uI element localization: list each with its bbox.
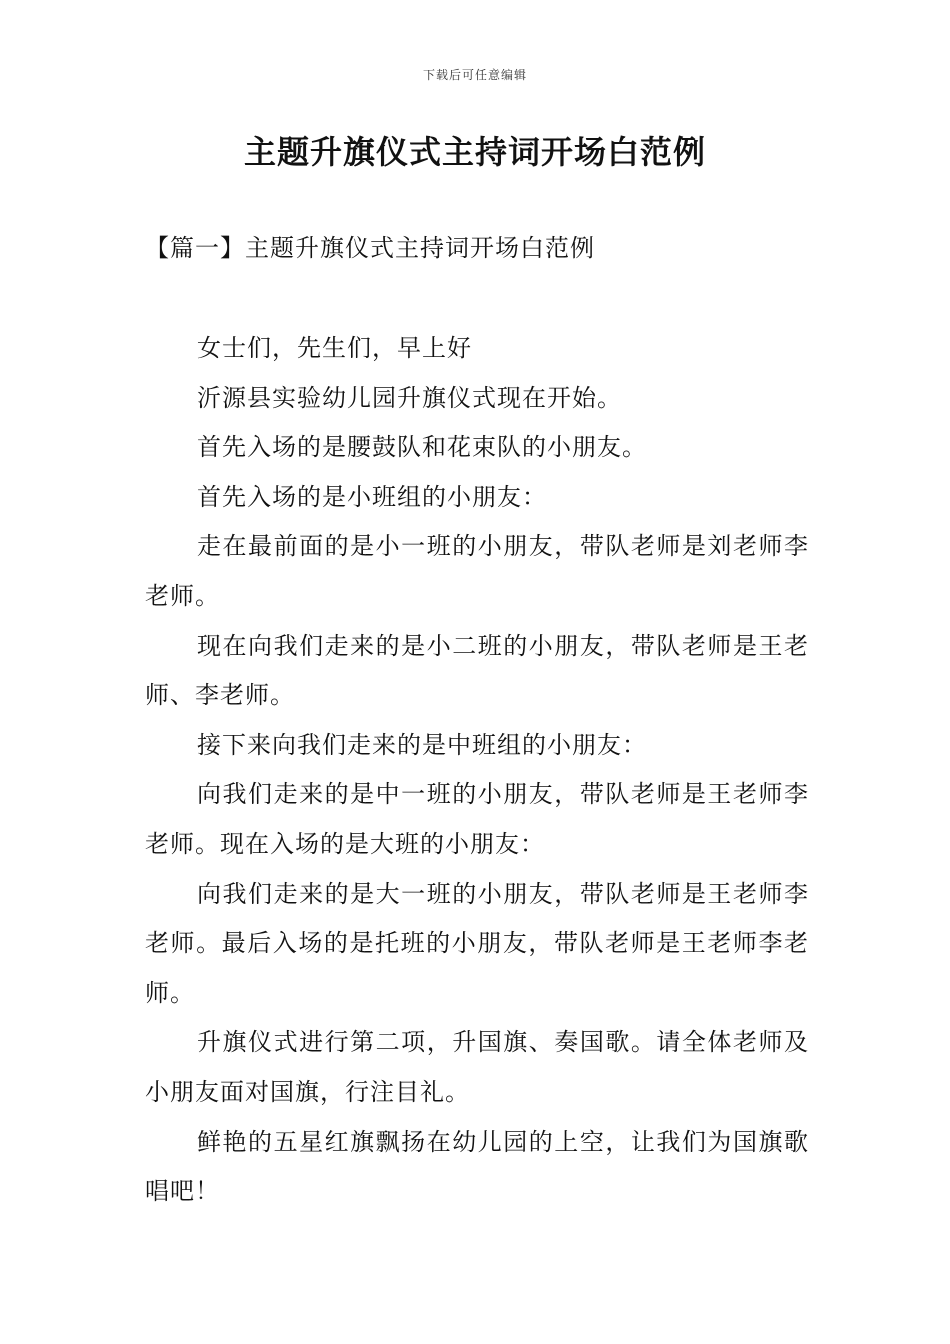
document-body — [145, 324, 809, 1217]
header-note: 下载后可任意编辑 — [422, 68, 527, 82]
paragraph: 接下来向我们走来的是中班组的小朋友： — [197, 730, 647, 759]
paragraph: 鲜艳的五星红旗飘扬在幼儿园的上空，让我们为国旗歌唱吧！ — [145, 1127, 809, 1206]
paragraph: 首先入场的是小班组的小朋友： — [197, 482, 547, 511]
paragraph: 向我们走来的是大一班的小朋友，带队老师是王老师李老师。最后入场的是托班的小朋友，带队老师是王老师李老师。 — [145, 879, 809, 1007]
paragraph: 走在最前面的是小一班的小朋友，带队老师是刘老师李老师。 — [145, 532, 809, 610]
paragraph: 向我们走来的是中一班的小朋友，带队老师是王老师李老师。现在入场的是大班的小朋友： — [145, 780, 809, 858]
paragraph: 沂源县实验幼儿园升旗仪式现在开始。 — [197, 383, 622, 412]
document-title: 主题升旗仪式主持词开场白范例 — [243, 133, 706, 171]
paragraph: 升旗仪式进行第二项，升国旗、奏国歌。请全体老师及小朋友面对国旗，行注目礼。 — [145, 1028, 809, 1106]
paragraph: 现在向我们走来的是小二班的小朋友，带队老师是王老师、李老师。 — [145, 631, 809, 710]
paragraph: 女士们，先生们，早上好 — [197, 334, 472, 362]
paragraph: 首先入场的是腰鼓队和花束队的小朋友。 — [197, 433, 647, 462]
section-heading: 【篇一】主题升旗仪式主持词开场白范例 — [145, 234, 595, 262]
